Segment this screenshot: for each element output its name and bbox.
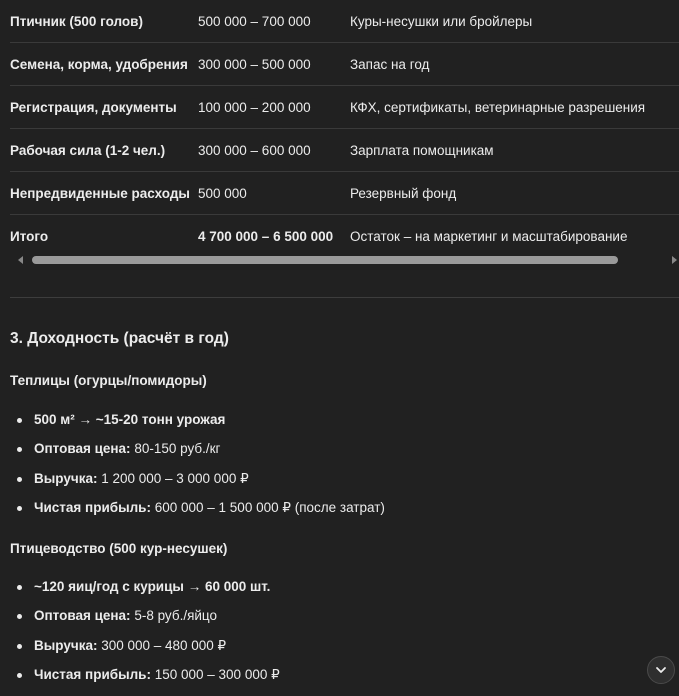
list-item: [0, 572, 280, 601]
table-row: [10, 172, 679, 215]
list-item: [0, 660, 280, 689]
list-item: [0, 405, 385, 434]
table-cell-item: Итого: [10, 228, 49, 244]
table-cell-item: Рабочая сила (1-2 чел.): [10, 142, 166, 158]
table-row: [10, 129, 679, 172]
list-item: [0, 464, 385, 493]
list-item-label: 500 м² → ~15-20 тонн урожая: [34, 412, 226, 427]
list-item-value: 5-8 руб./яйцо: [130, 608, 218, 624]
table-cell-note: Резервный фонд: [350, 185, 457, 201]
table-cell-cost: 500 000: [198, 185, 247, 201]
table-cell-cost: 300 000 – 600 000: [198, 142, 311, 158]
greenhouse-heading: Теплицы (огурцы/помидоры): [10, 373, 207, 388]
scroll-left-arrow-icon[interactable]: [18, 256, 23, 264]
greenhouse-list: [0, 405, 385, 522]
table-cell-note: Зарплата помощникам: [350, 142, 494, 158]
poultry-list: [0, 572, 280, 689]
list-item: [0, 631, 280, 660]
list-item-label: ~120 яиц/год с курицы → 60 000 шт.: [34, 579, 271, 594]
table-cell-item: Семена, корма, удобрения: [10, 56, 188, 72]
list-item: [0, 434, 385, 463]
list-item-value: 80-150 руб./кг: [130, 441, 221, 457]
table-row: [10, 43, 679, 86]
table-row-total: [10, 215, 679, 257]
table-cell-note: Запас на год: [350, 56, 430, 72]
section-divider: [10, 297, 679, 298]
table-row: [10, 86, 679, 129]
table-cell-item: Непредвиденные расходы: [10, 185, 190, 201]
list-item-label: Оптовая цена:: [34, 608, 131, 624]
list-item-value: 600 000 – 1 500 000 ₽ (после затрат): [150, 499, 385, 515]
table-cell-cost: 4 700 000 – 6 500 000: [198, 228, 334, 244]
table-cell-item: Птичник (500 голов): [10, 13, 143, 29]
scroll-to-bottom-button[interactable]: [647, 656, 675, 684]
list-item-value: 300 000 – 480 000 ₽: [97, 637, 227, 653]
table-cell-item: Регистрация, документы: [10, 99, 177, 115]
scroll-thumb[interactable]: [32, 256, 618, 264]
cost-table: [10, 0, 679, 257]
table-cell-cost: 500 000 – 700 000: [198, 13, 311, 29]
table-cell-note: Остаток – на маркетинг и масштабирование: [350, 228, 628, 244]
list-item-label: Оптовая цена:: [34, 441, 131, 457]
table-horizontal-scrollbar[interactable]: [10, 252, 679, 268]
table-cell-cost: 100 000 – 200 000: [198, 99, 311, 115]
list-item: [0, 493, 385, 522]
list-item-label: Чистая прибыль:: [34, 666, 151, 682]
list-item-value: 150 000 – 300 000 ₽: [150, 666, 280, 682]
list-item-label: Чистая прибыль:: [34, 499, 151, 515]
list-item: [0, 601, 280, 630]
section-heading: 3. Доходность (расчёт в год): [10, 330, 229, 347]
poultry-heading: Птицеводство (500 кур-несушек): [10, 541, 228, 556]
list-item-value: 1 200 000 – 3 000 000 ₽: [97, 470, 249, 486]
table-row: [10, 0, 679, 43]
list-item-label: Выручка:: [34, 637, 98, 653]
list-item-label: Выручка:: [34, 470, 98, 486]
table-cell-note: КФХ, сертификаты, ветеринарные разрешения: [350, 99, 646, 115]
scroll-right-arrow-icon[interactable]: [672, 256, 677, 264]
table-cell-cost: 300 000 – 500 000: [198, 56, 311, 72]
table-cell-note: Куры-несушки или бройлеры: [350, 13, 533, 29]
chevron-down-icon: [654, 663, 668, 677]
